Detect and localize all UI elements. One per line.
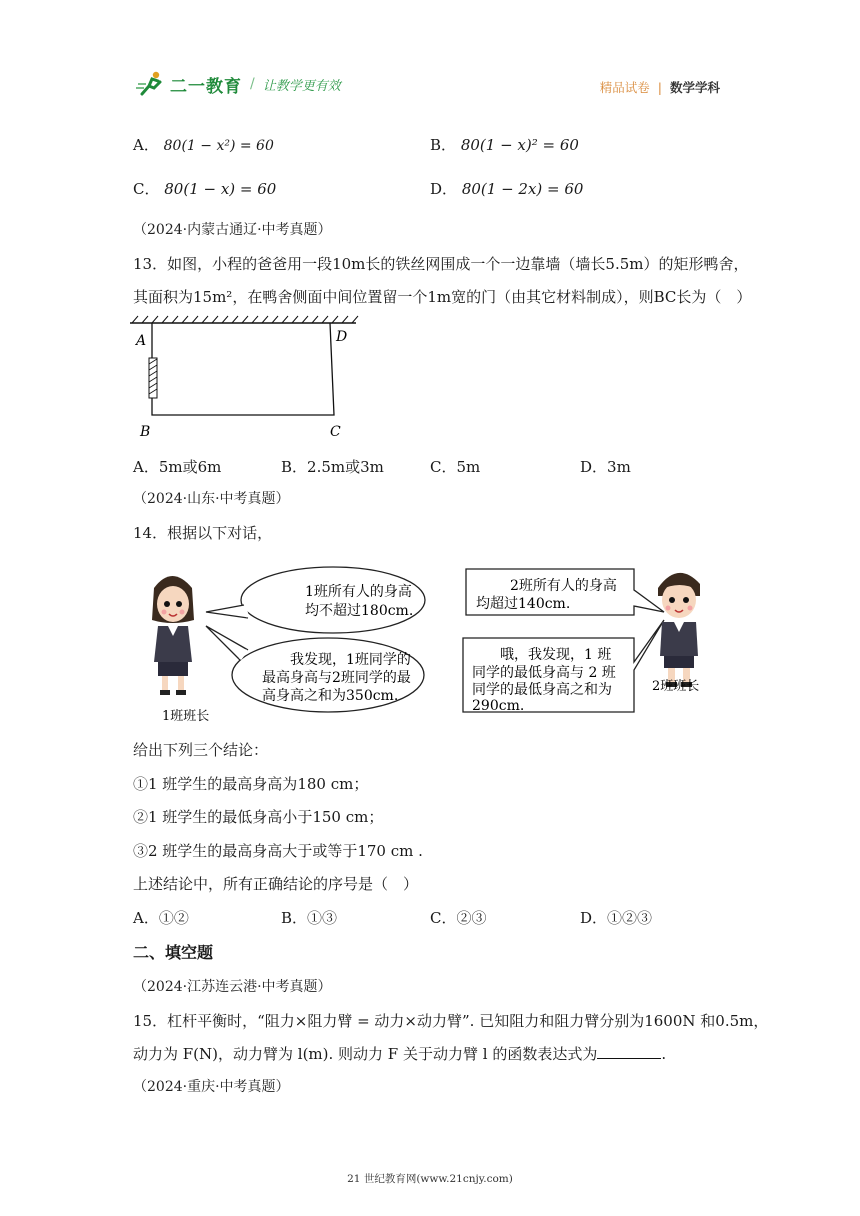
q13-figure: [128, 314, 368, 444]
bubble-1-text: 1班所有人的身高 均不超过180cm.: [305, 584, 414, 619]
q13-option-b: B．2.5m或3m: [281, 458, 384, 476]
bubble-1-tail: [206, 605, 248, 618]
q13-option-c: C．5m: [430, 458, 481, 476]
q12-option-d: D． 80(1 − 2x) = 60: [430, 180, 584, 198]
q13-stem-line2: 其面积为15m²，在鸭舍侧面中间位置留一个1m宽的门（由其它材料制成），则BC长为（ ）: [133, 288, 752, 306]
q14-conclusion-1: ①1 班学生的最高身高为180 cm；: [133, 775, 369, 793]
header-logo: [136, 68, 341, 100]
logo-text: 二一教育: [170, 76, 242, 97]
q15-source: （2024·江苏连云港·中考真题）: [133, 979, 332, 995]
q14-intro: 给出下列三个结论：: [133, 741, 269, 759]
page-footer: 21 世纪教育网(www.21cnjy.com): [347, 1173, 513, 1185]
section-2-title: 二、填空题: [133, 943, 214, 962]
boy-label: 2班班长: [652, 679, 700, 694]
q14-conclusion-2: ②1 班学生的最低身高小于150 cm；: [133, 808, 384, 826]
label-d: D: [336, 329, 348, 345]
q14-stem: 14．根据以下对话，: [133, 524, 273, 542]
q15-answer-blank[interactable]: [597, 1044, 661, 1059]
header-subject: 数学学科: [669, 80, 720, 95]
girl-label: 1班班长: [162, 709, 210, 724]
q12-option-b: B． 80(1 − x)² = 60: [430, 136, 579, 154]
q12-option-a: A． 80(1 − x²) = 60: [133, 136, 274, 154]
q14-ask: 上述结论中，所有正确结论的序号是（ ）: [133, 875, 419, 893]
q15-line2-text: 动力为 F(N)，动力臂为 l(m). 则动力 F 关于动力臂 l 的函数表达式为: [133, 1045, 598, 1063]
q14-option-c: C．②③: [430, 909, 487, 927]
q14-option-d: D．①②③: [580, 909, 653, 927]
box-2-text: 哦，我发现，1 班 同学的最低身高与 2 班 同学的最低身高之和为 290cm.: [472, 647, 616, 714]
q14-conclusion-3: ③2 班学生的最高身高大于或等于170 cm .: [133, 842, 423, 860]
q15-line2-end: .: [661, 1045, 667, 1063]
q12-option-c: C． 80(1 − x) = 60: [133, 180, 277, 198]
q16-source: （2024·重庆·中考真题）: [133, 1079, 290, 1095]
label-b: B: [140, 424, 151, 440]
bubble-2-text: 我发现，1班同学的 最高身高与2班同学的最 高身高之和为350cm.: [262, 652, 411, 704]
runner-logo-icon: [136, 70, 166, 98]
speech-bubble-1: [241, 567, 425, 633]
boy-illustration-icon: [658, 573, 700, 687]
q15-stem-line1: 15．杠杆平衡时，“阻力×阻力臂 = 动力×动力臂”. 已知阻力和阻力臂分别为1600N 和0.5m，: [133, 1012, 769, 1030]
q13-option-a: A．5m或6m: [133, 458, 222, 476]
header-separator: |: [657, 79, 662, 95]
logo-slogan: 让教学更有效: [262, 78, 341, 94]
header-tag: 精品试卷: [599, 80, 650, 95]
q15-stem-line2: [133, 1043, 666, 1064]
label-a: A: [136, 333, 147, 349]
coop-rectangle: [152, 323, 334, 415]
q14-option-b: B．①③: [281, 909, 338, 927]
logo-slash: /: [250, 76, 255, 92]
q14-source: （2024·山东·中考真题）: [133, 491, 290, 507]
q13-source: （2024·内蒙古通辽·中考真题）: [133, 222, 332, 238]
q13-stem-line1: 13．如图，小程的爸爸用一段10m长的铁丝网围成一个一边靠墙（墙长5.5m）的矩形鸭舍，: [133, 255, 749, 273]
wall-hatching: [132, 316, 358, 323]
girl-illustration-icon: [152, 576, 194, 695]
q14-option-a: A．①②: [133, 909, 189, 927]
box-1-text: 2班所有人的身高 均超过140cm.: [476, 578, 617, 612]
label-c: C: [330, 424, 341, 440]
header-right: [600, 78, 720, 96]
q13-option-d: D．3m: [580, 458, 631, 476]
q14-dialogue-figure: [140, 560, 720, 725]
